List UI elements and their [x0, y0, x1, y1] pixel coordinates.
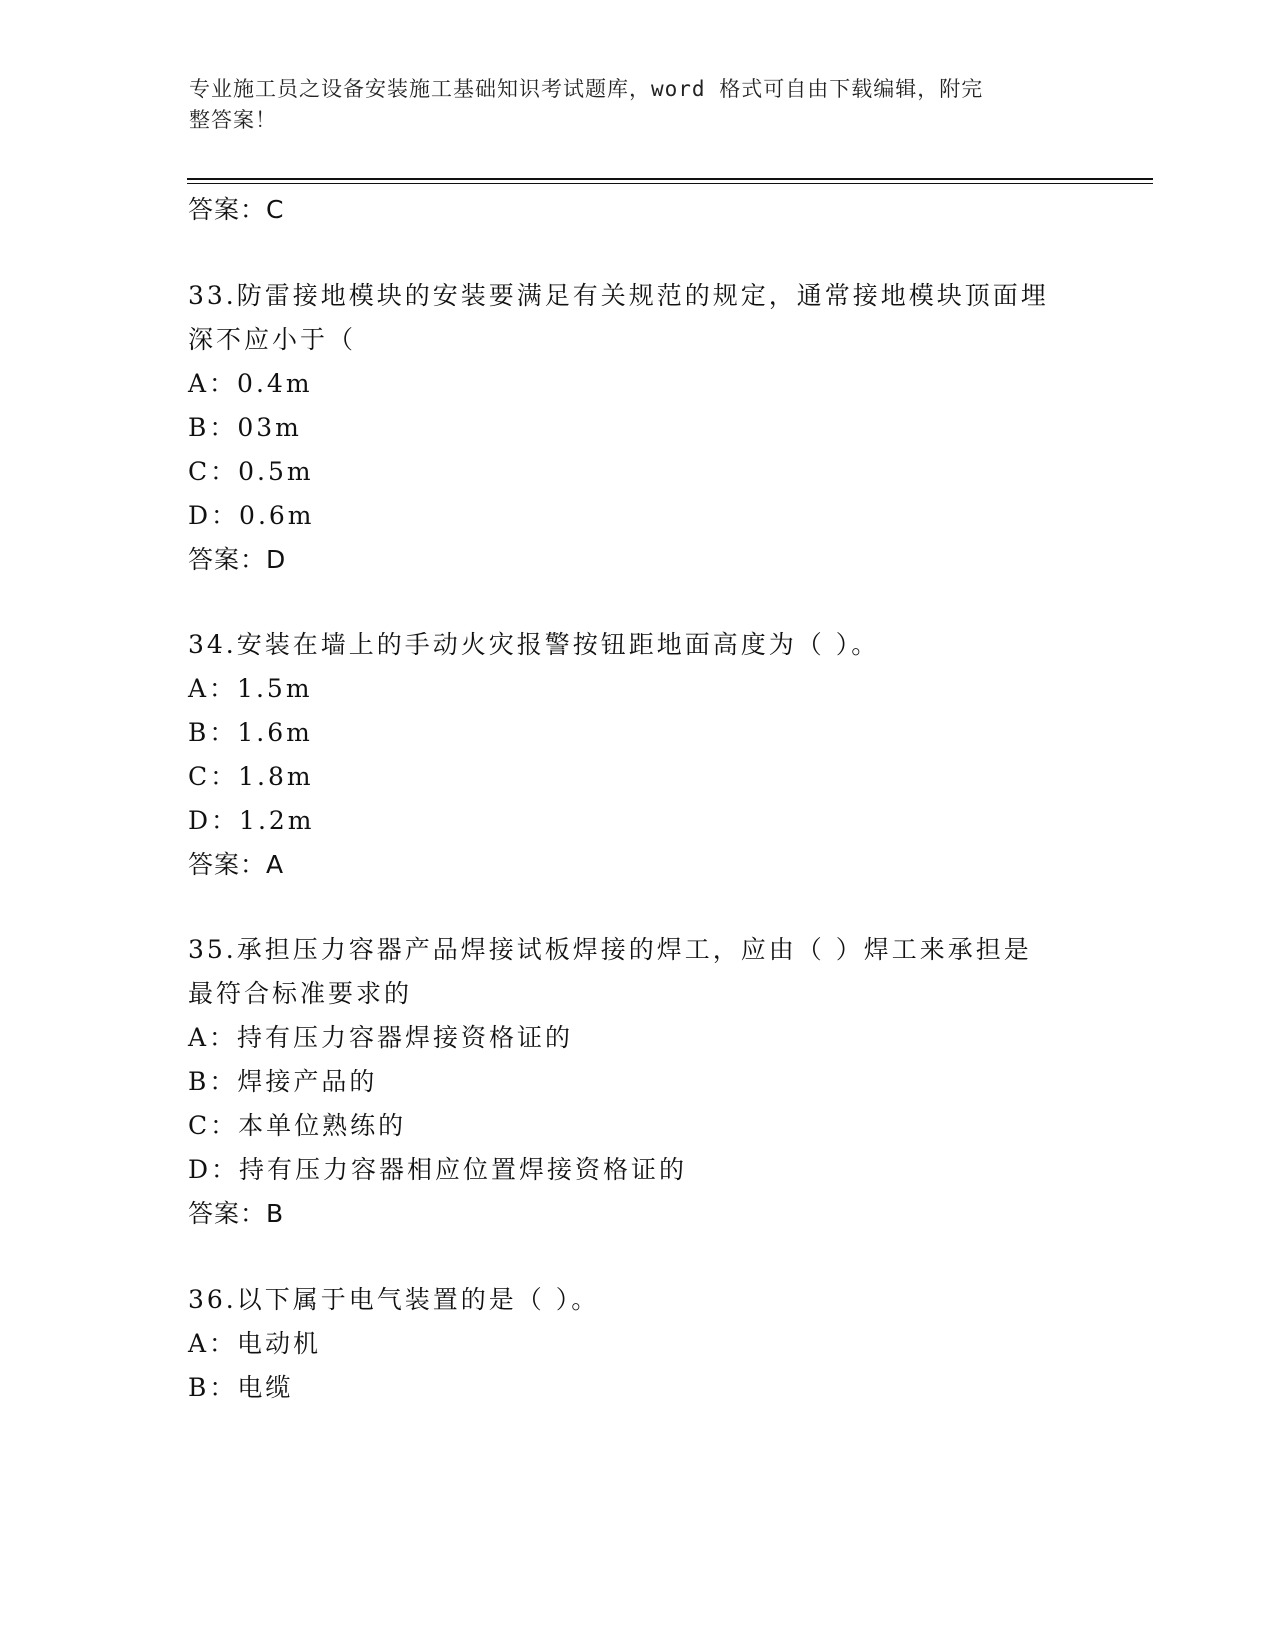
- question-33-option-d: D：0.6m: [188, 501, 315, 530]
- question-34-option-c: C：1.8m: [188, 762, 314, 791]
- question-33-option-a: A：0.4m: [188, 369, 313, 398]
- question-35-text: 35.承担压力容器产品焊接试板焊接的焊工，应由（ ）焊工来承担是: [188, 935, 1032, 964]
- header-line-2: 整答案！: [189, 108, 277, 132]
- question-33-answer: 答案：D: [188, 545, 287, 574]
- question-35-answer: 答案：B: [188, 1199, 285, 1228]
- question-34-text: 34.安装在墙上的手动火灾报警按钮距地面高度为（ ）。: [188, 630, 880, 659]
- question-35-option-c: C：本单位熟练的: [188, 1111, 407, 1140]
- question-35-option-a: A：持有压力容器焊接资格证的: [188, 1023, 574, 1052]
- question-35-option-d: D：持有压力容器相应位置焊接资格证的: [188, 1155, 688, 1184]
- question-33-text: 33.防雷接地模块的安装要满足有关规范的规定，通常接地模块顶面埋: [188, 281, 1049, 310]
- question-34-option-d: D：1.2m: [188, 806, 315, 835]
- question-36-option-a: A：电动机: [188, 1329, 322, 1358]
- header-divider-thin: [187, 183, 1153, 184]
- question-34-option-a: A：1.5m: [188, 674, 313, 703]
- header-divider-thick: [187, 178, 1153, 180]
- question-34-option-b: B：1.6m: [188, 718, 313, 747]
- question-36-text: 36.以下属于电气装置的是（ ）。: [188, 1285, 600, 1314]
- answer-line: 答案：C: [188, 195, 285, 224]
- question-36-option-b: B：电缆: [188, 1373, 294, 1402]
- header-line-1: 专业施工员之设备安装施工基础知识考试题库，word 格式可自由下载编辑，附完: [189, 77, 984, 101]
- question-35-option-b: B：焊接产品的: [188, 1067, 378, 1096]
- document-header: [189, 74, 1069, 136]
- question-33-text-cont: 深不应小于（: [188, 325, 357, 354]
- question-34-answer: 答案：A: [188, 850, 285, 879]
- question-35-text-cont: 最符合标准要求的: [188, 979, 413, 1008]
- question-33-option-b: B：03m: [188, 413, 302, 442]
- question-33-option-c: C：0.5m: [188, 457, 314, 486]
